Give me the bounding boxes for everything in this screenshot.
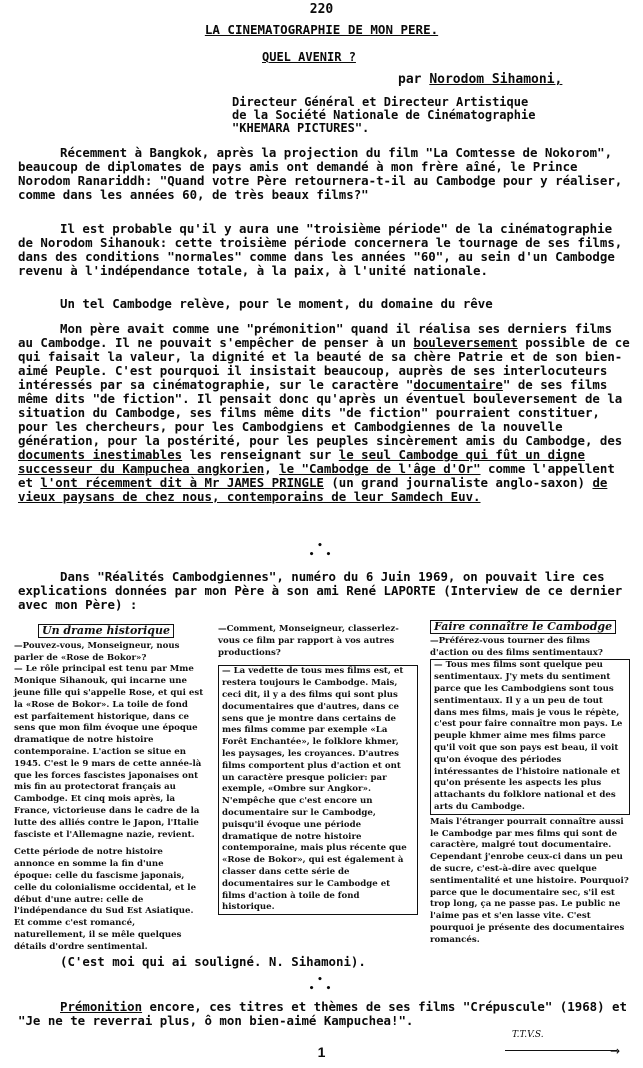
paragraph-text: Prémonition encore, ces titres et thèmes de ses films "Crépuscule" (1968) et "Je ne te reverrai plus, ô mon bien-aimé Kampuchea!". <box>18 999 627 1028</box>
body-paragraph-3 <box>18 297 630 311</box>
underlined-phrase: de vieux paysans de chez nous, contemporains de leur Samdech Euv. <box>18 475 608 504</box>
handwritten-signature: T.T.V.S. <box>512 1030 544 1040</box>
affiliation-line: Directeur Général et Directeur Artistique <box>232 95 529 109</box>
underlined-phrase: documentaire <box>413 377 503 392</box>
clipping-answer: — Tous mes films sont quelque peu sentimentaux. J'y mets du sentiment parce que les Cambodgiens sont tous sentimentaux. Il y a un peu de tout dans mes films, mais je vous le répète, c'est pour faire connaître mon pays. Le peuple khmer aime mes films parce qu'il voit que son pays est beau, il voit qu'on évoque des périodes intéressantes de l'histoire nationale et qu'on présente les aspects les plus attachants du folklore national et des arts du Cambodge. <box>430 659 630 814</box>
clipping-column-1 <box>14 624 204 954</box>
clipping-question: —Préférez-vous tourner des films d'action ou des films sentimentaux? <box>430 635 603 658</box>
author-name: Norodom Sihamoni, <box>429 72 563 87</box>
underlined-phrase: Prémonition <box>60 999 143 1014</box>
clipping-title: Faire connaître le Cambodge <box>430 620 616 634</box>
paragraph-text: Mon père avait comme une "prémonition" quand il réalisa ses derniers films au Cambodge. Il ne pouvait s'empêcher de penser à un bouleversement possible de ce qui faisait la valeur, la dignité et la beauté de sa chère Patrie et de son bien-aimé Peuple. C'est pourquoi il insistait beaucoup, auprès de ses interlocuteurs intéressés par sa cinématographie, sur le caractère "documentaire" de ses films même dits "de fiction". Il pensait donc qu'après un éventuel bouleversement de la situation du Cambodge, ses films même dits "de fiction" pourraient constituer, pour les chercheurs, pour les Cambodgiens et Cambodgiennes de la nouvelle génération, pour la postérité, pour les peuples sincèrement amis du Cambodge, des documents inestimables les renseignant sur le seul Cambodge qui fût un digne successeur du Kampuchea angkorien, le "Cambodge de l'âge d'Or" comme l'appellent et l'ont récemment dit à Mr JAMES PRINGLE (un grand journaliste anglo-saxon) de vieux paysans de chez nous, contemporains de leur Samdech Euv. <box>18 321 630 504</box>
underlined-phrase: le "Cambodge de l'âge d'Or" <box>279 461 481 476</box>
document-title: LA CINEMATOGRAPHIE DE MON PERE. <box>204 22 439 37</box>
paragraph-text: Récemment à Bangkok, après la projection du film "La Comtesse de Nokorom", beaucoup de diplomates de pays amis ont demandé à mon frère aîné, le Prince Norodom Ranariddh: "Quand votre Père retournera-t-il au Cambodge pour y réaliser, comme dans les années 60, de très beaux films?" <box>18 145 623 202</box>
clipping-answer: — La vedette de tous mes films est, et restera toujours le Cambodge. Mais, ceci dit, il y a des films qui sont plus documentaires que d'autres, dans ce sens que je montre dans certains de mes films comme par exemple «La Forêt Enchantée», le folklore khmer, les paysages, les croyances. D'autres films comportent plus d'action et ont un caractère presque policier: par exemple, «Ombre sur Angkor». N'empêche que c'est encore un documentaire sur le Cambodge, puisqu'il évoque une période dramatique de notre histoire contemporaine, mais plus récente que «Rose de Bokor», qui est également à classer dans cette série de documentaires sur le Cambodge et films d'action à toile de fond historique. <box>218 665 418 915</box>
clipping-question: —Pouvez-vous, Monseigneur, nous parler de «Rose de Bokor»? <box>14 640 180 663</box>
underlined-phrase: le seul Cambodge qui fût un digne successeur du Kampuchea angkorien <box>18 447 585 476</box>
clipping-column-3 <box>430 620 630 947</box>
clipping-title: Un drame historique <box>38 624 174 638</box>
page-number-bottom: 1 <box>317 1044 326 1060</box>
underline-note <box>18 955 630 969</box>
document-subtitle: QUEL AVENIR ? <box>262 50 356 64</box>
clipping-answer: Cette période de notre histoire annonce en somme la fin d'une époque: celle du fascisme japonais, celle du colonialisme occidental, et le début d'une autre: celle de l'indépendance du Sud Est Asiatique. Et comme c'est romancé, naturellement, il se mêle quelques détails d'ordre sentimental. <box>14 847 197 952</box>
underlined-phrase: bouleversement <box>413 335 518 350</box>
body-paragraph-5 <box>18 570 630 612</box>
clipping-question: —Comment, Monseigneur, classerlez-vous ce film par rapport à vos autres productions? <box>218 624 399 658</box>
author-affiliation <box>232 96 535 135</box>
paragraph-text: Un tel Cambodge relève, pour le moment, du domaine du rêve <box>60 296 493 311</box>
affiliation-line: "KHEMARA PICTURES". <box>232 121 370 135</box>
affiliation-line: de la Société Nationale de Cinématographie <box>232 108 536 122</box>
author-line <box>398 72 562 87</box>
underlined-phrase: l'ont récemment dit à Mr JAMES PRINGLE <box>40 475 324 490</box>
paragraph-text: Il est probable qu'il y aura une "troisième période" de la cinématographie de Norodom Sihanouk: cette troisième période concernera le tournage de ses films, dans des conditions "normales" comme dans les années "60", au sein d'un Cambodge revenu à l'indépendance totale, à la paix, à l'unité nationale. <box>18 221 623 278</box>
paragraph-text: (C'est moi qui ai souligné. N. Sihamoni). <box>60 954 366 969</box>
body-paragraph-1 <box>18 146 630 202</box>
paragraph-text: Dans "Réalités Cambodgiennes", numéro du 6 Juin 1969, on pouvait lire ces explications données par mon Père à son ami René LAPORTE (Interview de ce dernier avec mon Père) : <box>18 569 623 612</box>
body-paragraph-2 <box>18 222 630 278</box>
underlined-phrase: documents inestimables <box>18 447 183 462</box>
body-paragraph-6 <box>18 1000 630 1028</box>
body-paragraph-4 <box>18 322 630 504</box>
clipping-column-2 <box>218 624 418 915</box>
separator-dots: • • • <box>308 541 335 560</box>
clipping-answer: — Le rôle principal est tenu par Mme Monique Sihanouk, qui incarne une jeune fille qui s'appelle Rose, et qui est la «Rose de Bokor». La toile de fond est parfaitement historique, dans ce sens que mon film évoque une époque dramatique de notre histoire contemporaine. L'action se situe en 1945. C'est le 9 mars de cette année-là que les forces fascistes japonaises ont mis fin au protectorat français au Cambodge. Et cinq mois après, la France, victorieuse dans le cadre de la lutte des alliés contre le Japon, l'Italie fasciste et l'Allemagne nazie, revient. <box>14 664 204 840</box>
arrow-icon: → <box>610 1044 621 1058</box>
page-number-top: 220 <box>309 2 334 17</box>
separator-dots: • • • <box>308 975 335 994</box>
author-prefix: par <box>398 72 422 87</box>
clipping-answer: Mais l'étranger pourrait connaître aussi le Cambodge par mes films qui sont de caractère, malgré tout documentaire. Cependant j'enrobe ceux-ci dans un peu de sucre, c'est-à-dire avec quelque sentimentalité et une histoire. Pourquoi? parce que le documentaire sec, s'il est trop long, ça ne passe pas. Le public ne l'aime pas et s'en lasse vite. C'est pourquoi je présente des documentaires romancés. <box>430 816 629 945</box>
